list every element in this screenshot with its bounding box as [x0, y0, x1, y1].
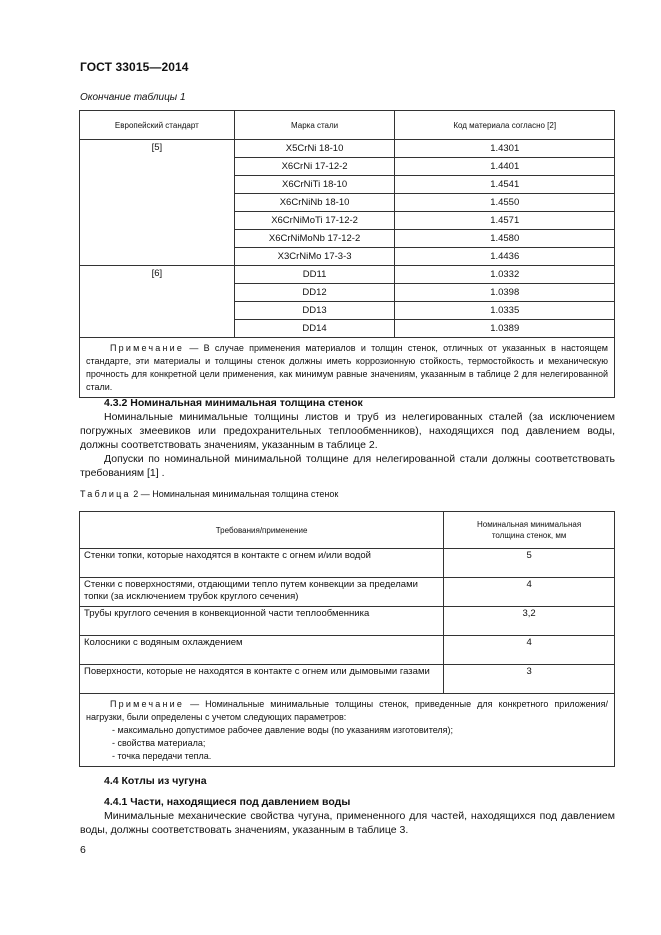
table1-grade-cell: DD11: [234, 266, 395, 284]
section-heading: 4.3.2 Номинальная минимальная толщина стенок: [104, 397, 363, 409]
table2-requirement-cell: Трубы круглого сечения в конвекционной части теплообменника: [80, 607, 444, 636]
table1-code-cell: 1.0335: [395, 302, 615, 320]
table1-note-row: [80, 338, 615, 398]
section-heading: 4.4 Котлы из чугуна: [104, 775, 207, 787]
table2-value-cell: 4: [444, 636, 615, 665]
table1-code-cell: 1.4401: [395, 158, 615, 176]
table1-grade-cell: X6CrNiTi 18-10: [234, 176, 395, 194]
table2: [79, 511, 615, 767]
table2-caption: [80, 489, 338, 499]
note-text: — В случае применения материалов и толщин стенок, отличных от указанных в настоящем стандарте, эти материалы и толщины стенок должны иметь коррозионную стойкость, термостойкость и механическую прочность для конкретной цели применения, как минимум равные значениям, указанным в таблице 2 для нелегированной стали.: [86, 343, 608, 392]
paragraph: Минимальные механические свойства чугуна, примененного для частей, находящихся под давлением воды, должны соответствовать значениям, указанным в таблице 3.: [80, 810, 615, 836]
note-label: Примечание: [110, 699, 185, 709]
table1-grade-cell: X6CrNiMoNb 17-12-2: [234, 230, 395, 248]
table2-requirement-cell: Стенки топки, которые находятся в контакте с огнем и/или водой: [80, 549, 444, 578]
table1-code-cell: 1.4436: [395, 248, 615, 266]
table2-value-cell: 4: [444, 578, 615, 607]
table-row: [80, 549, 615, 578]
table1-code-cell: 1.4541: [395, 176, 615, 194]
document-header: ГОСТ 33015—2014: [80, 60, 189, 74]
page-number: 6: [80, 844, 86, 856]
table1-grade-cell: DD12: [234, 284, 395, 302]
table-row: [80, 665, 615, 694]
table1-grade-cell: DD13: [234, 302, 395, 320]
table2-requirement-cell: Колосники с водяным охлаждением: [80, 636, 444, 665]
table1-header-code: Код материала согласно [2]: [395, 111, 615, 140]
table2-requirement-cell: Стенки с поверхностями, отдающими тепло путем конвекции за пределами топки (за исключением трубок круглого сечения): [80, 578, 444, 607]
paragraph: Номинальные минимальные толщины листов и труб из нелегированных сталей (за исключением погружных змеевиков или предохранительных теплообменников), находящихся под давлением воды, должны соответствовать значениям, указанным в таблице 2.: [80, 411, 615, 451]
table1-code-cell: 1.4571: [395, 212, 615, 230]
table-row: [80, 636, 615, 665]
table1-grade-cell: X5CrNi 18-10: [234, 140, 395, 158]
table1-grade-cell: X3CrNiMo 17-3-3: [234, 248, 395, 266]
section-4-3-2: [80, 396, 615, 480]
note-label: Примечание: [110, 343, 185, 353]
table1-code-cell: 1.4580: [395, 230, 615, 248]
table-row: [80, 607, 615, 636]
table1-code-cell: 1.0398: [395, 284, 615, 302]
table2-header-row: [80, 512, 615, 549]
table2-note-row: [80, 694, 615, 767]
table2-value-cell: 3,2: [444, 607, 615, 636]
paragraph: Допуски по номинальной минимальной толщине для нелегированной стали должны соответствовать требованиям [1] .: [80, 453, 615, 479]
table1-grade-cell: X6CrNiNb 18-10: [234, 194, 395, 212]
table-label: Таблица: [80, 489, 131, 499]
note-list-item: - максимально допустимое рабочее давление воды (по указаниям изготовителя);: [112, 725, 454, 735]
note-list-item: - свойства материала;: [112, 738, 206, 748]
table1-header-standard: Европейский стандарт: [80, 111, 235, 140]
table2-header-requirement: Требования/применение: [80, 512, 444, 549]
table2-requirement-cell: Поверхности, которые не находятся в контакте с огнем или дымовыми газами: [80, 665, 444, 694]
table2-note: [80, 694, 615, 767]
table2-caption-text: 2 — Номинальная минимальная толщина стенок: [130, 489, 339, 499]
table1-grade-cell: X6CrNi 17-12-2: [234, 158, 395, 176]
table-row: [80, 578, 615, 607]
table1-header-row: [80, 111, 615, 140]
table1-header-grade: Марка стали: [234, 111, 395, 140]
section-4-4: [80, 774, 615, 837]
table1-code-cell: 1.0389: [395, 320, 615, 338]
table1-code-cell: 1.4301: [395, 140, 615, 158]
table2-value-cell: 3: [444, 665, 615, 694]
table-row: [80, 266, 615, 284]
table2-value-cell: 5: [444, 549, 615, 578]
table1-code-cell: 1.4550: [395, 194, 615, 212]
table-row: [80, 140, 615, 158]
table1-grade-cell: DD14: [234, 320, 395, 338]
table2-header-thickness: Номинальная минимальная толщина стенок, мм: [444, 512, 615, 549]
table1-note: [80, 338, 615, 398]
table1-standard-cell: [5]: [80, 140, 235, 266]
table1-standard-cell: [6]: [80, 266, 235, 338]
table1: [79, 110, 615, 398]
note-list-item: - точка передачи тепла.: [112, 751, 212, 761]
table1-grade-cell: X6CrNiMoTi 17-12-2: [234, 212, 395, 230]
subsection-heading: 4.4.1 Части, находящиеся под давлением воды: [104, 796, 351, 808]
table1-caption: Окончание таблицы 1: [80, 92, 186, 103]
table1-code-cell: 1.0332: [395, 266, 615, 284]
note-text: — Номинальные минимальные толщины стенок, приведенные для конкретного приложения/нагрузки, были определены с учетом следующих параметров:: [86, 699, 608, 722]
